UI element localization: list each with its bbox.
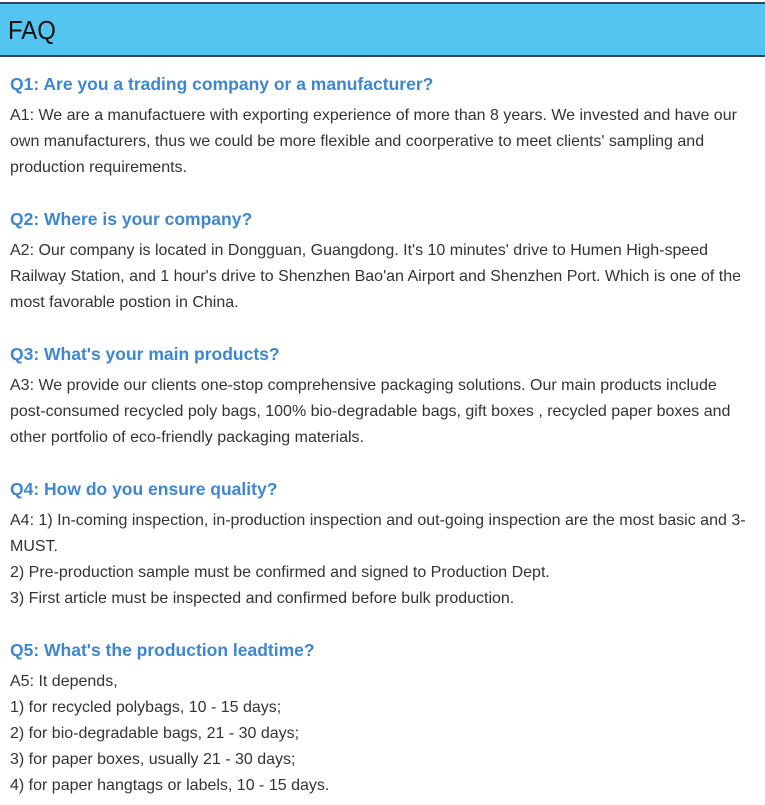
answer-line: A1: We are a manufactuere with exporting experience of more than 8 years. We invested and have our own manufacturers, thus we could be more flexible and coorperative to meet clients' sampling and production requirements. [10, 107, 737, 176]
faq-answer-4 [10, 508, 755, 612]
faq-question-5: Q5: What's the production leadtime? [10, 640, 315, 660]
faq-question-1: Q1: Are you a trading company or a manufacturer? [10, 74, 434, 94]
faq-banner-title: FAQ [8, 14, 56, 45]
faq-item-5 [10, 640, 755, 799]
faq-item-4 [10, 479, 755, 612]
answer-line: 3) First article must be inspected and confirmed before bulk production. [10, 590, 515, 607]
answer-line: 1) for recycled polybags, 10 - 15 days; [10, 699, 282, 716]
answer-line: A2: Our company is located in Dongguan, Guangdong. It's 10 minutes' drive to Humen High-speed Railway Station, and 1 hour's drive to Shenzhen Bao'an Airport and Shenzhen Port. Which is one of the most favorable postion in China. [10, 242, 741, 311]
faq-section-banner [0, 2, 765, 57]
faq-question-4: Q4: How do you ensure quality? [10, 479, 278, 499]
faq-question-3: Q3: What's your main products? [10, 344, 280, 364]
answer-line: 2) for bio-degradable bags, 21 - 30 days; [10, 725, 300, 742]
faq-answer-2 [10, 238, 755, 316]
faq-content [0, 74, 765, 805]
faq-answer-5 [10, 669, 755, 799]
faq-answer-1 [10, 103, 755, 181]
faq-item-1 [10, 74, 755, 181]
faq-item-3 [10, 344, 755, 451]
faq-answer-3 [10, 373, 755, 451]
answer-line: A4: 1) In-coming inspection, in-production inspection and out-going inspection are the most basic and 3-MUST. [10, 512, 746, 555]
answer-line: 4) for paper hangtags or labels, 10 - 15 days. [10, 777, 330, 794]
answer-line: A3: We provide our clients one-stop comprehensive packaging solutions. Our main products include post-consumed recycled poly bags, 100% bio-degradable bags, gift boxes , recycled paper boxes and other portfolio of eco-friendly packaging materials. [10, 377, 731, 446]
answer-line: 2) Pre-production sample must be confirmed and signed to Production Dept. [10, 564, 550, 581]
faq-question-2: Q2: Where is your company? [10, 209, 253, 229]
answer-line: 3) for paper boxes, usually 21 - 30 days; [10, 751, 296, 768]
answer-line: A5: It depends, [10, 673, 118, 690]
faq-item-2 [10, 209, 755, 316]
